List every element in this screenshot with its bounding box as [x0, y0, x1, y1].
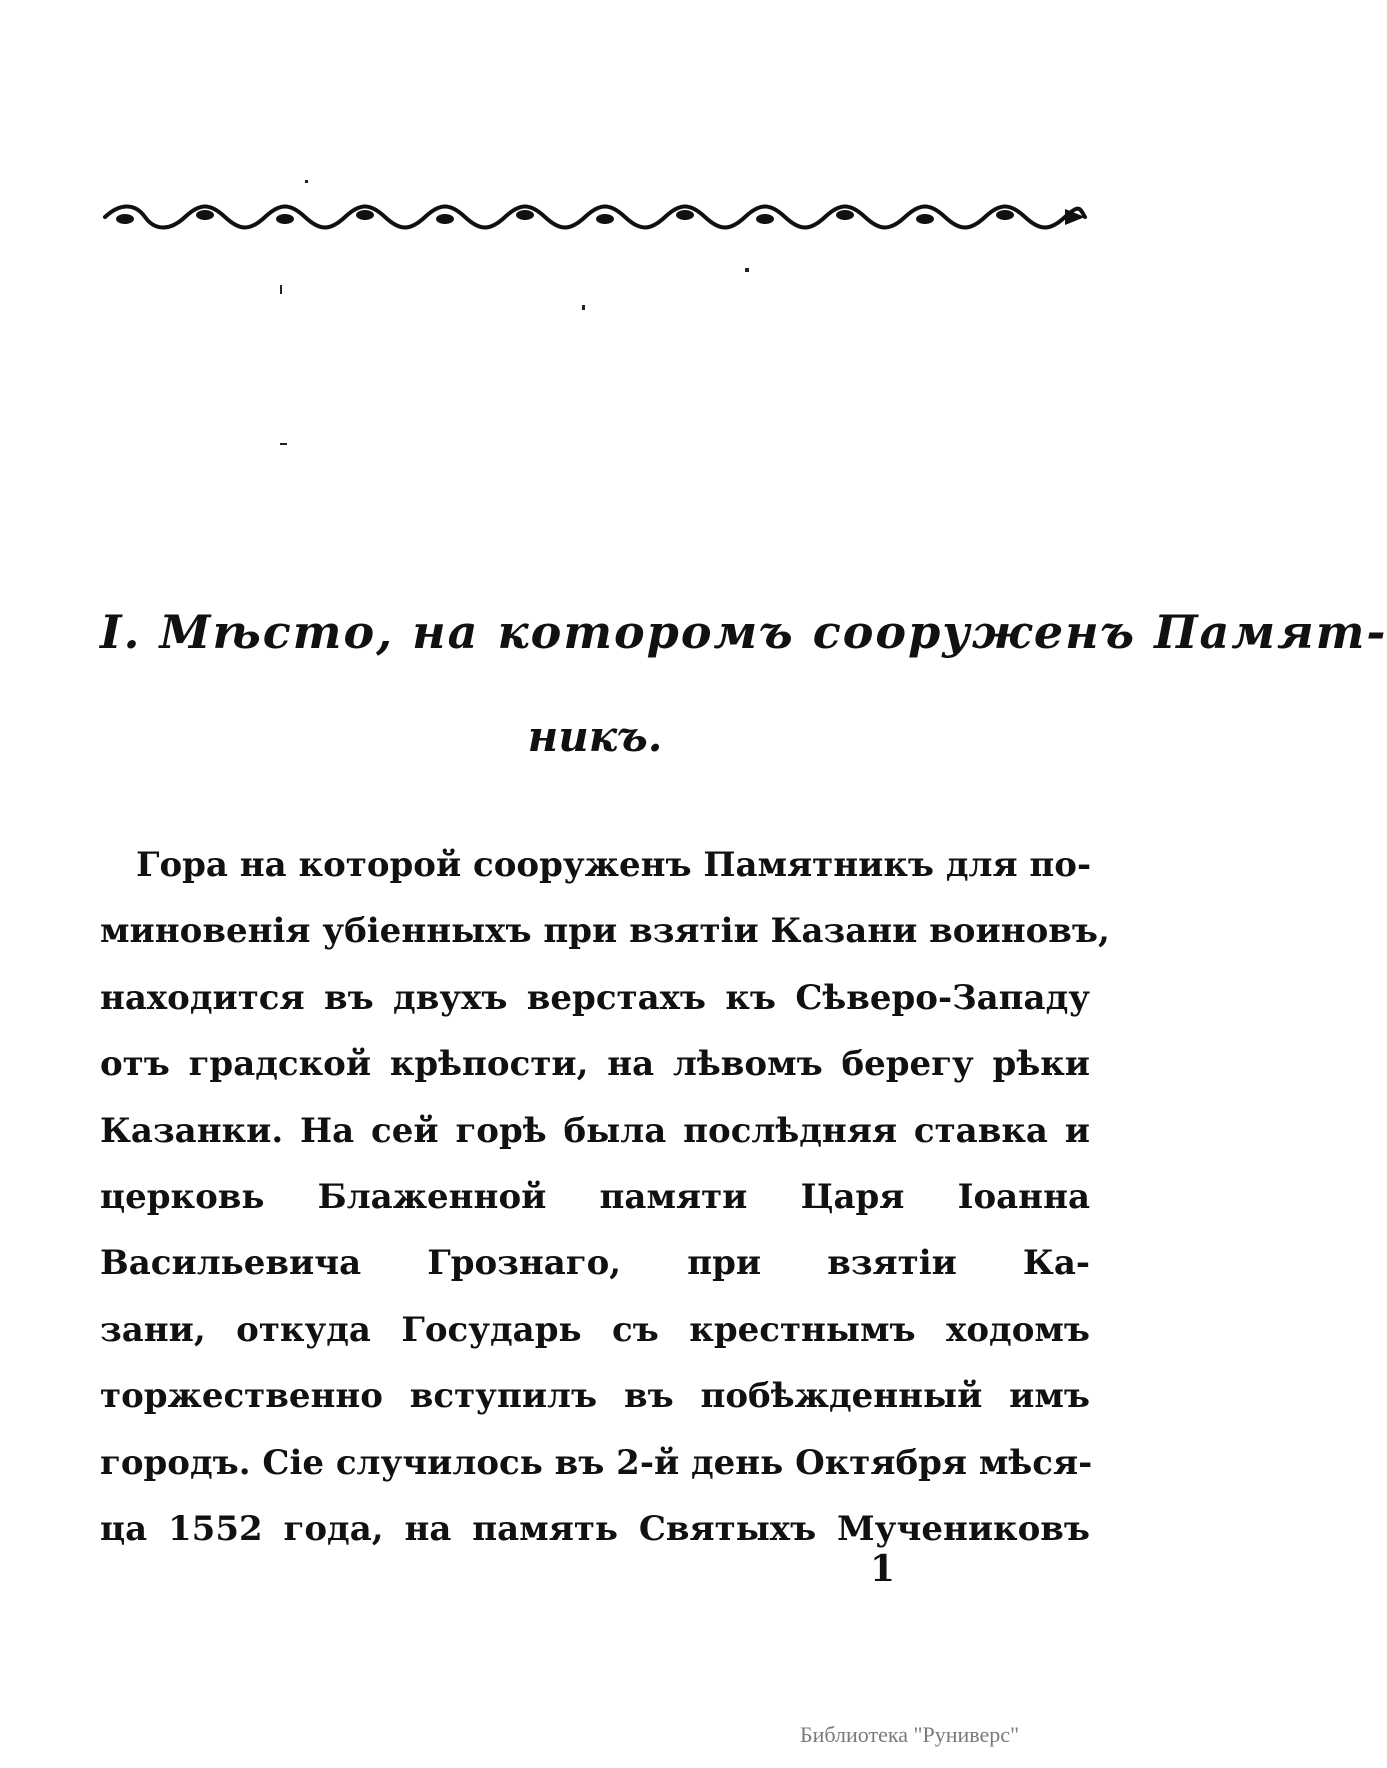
library-watermark: Библиотека "Руниверс": [800, 1722, 1020, 1747]
text-line: Васильевича Грознаго, при взятіи Ка-: [100, 1243, 1090, 1284]
text-line: Казанки. На сей горѣ была послѣдняя ставка и: [100, 1110, 1090, 1151]
text-line: церковь Блаженной памяти Царя Іоанна: [100, 1176, 1090, 1217]
text-line: отъ градской крѣпости, на лѣвомъ берегу рѣки: [100, 1044, 1090, 1085]
text-line: зани, откуда Государь съ крестнымъ ходомъ: [100, 1309, 1090, 1350]
decorative-border-ornament: [100, 195, 1090, 241]
page-signature-mark: 1: [870, 1548, 896, 1590]
chapter-heading-line-2: никъ.: [527, 712, 663, 761]
text-line: Гора на которой сооруженъ Памятникъ для по-: [136, 845, 1092, 885]
print-speck: [745, 268, 749, 272]
print-speck: [582, 305, 585, 310]
chapter-heading-line-1: I. Мѣсто, на которомъ сооруженъ Памят-: [100, 605, 1387, 659]
text-line: городъ. Сіе случилось въ 2-й день Октября мѣся-: [100, 1442, 1093, 1483]
text-line: ца 1552 года, на память Святыхъ Мучениковъ: [100, 1508, 1090, 1549]
body-paragraph: [100, 832, 1110, 1562]
print-speck: [280, 285, 282, 294]
print-speck: [305, 180, 308, 183]
print-speck: [280, 443, 287, 445]
text-line: торжественно вступилъ въ побѣжденный имъ: [100, 1376, 1090, 1417]
text-line: миновенія убіенныхъ при взятіи Казани воиновъ,: [100, 911, 1110, 952]
text-line: находится въ двухъ верстахъ къ Сѣверо-Западу: [100, 977, 1090, 1018]
